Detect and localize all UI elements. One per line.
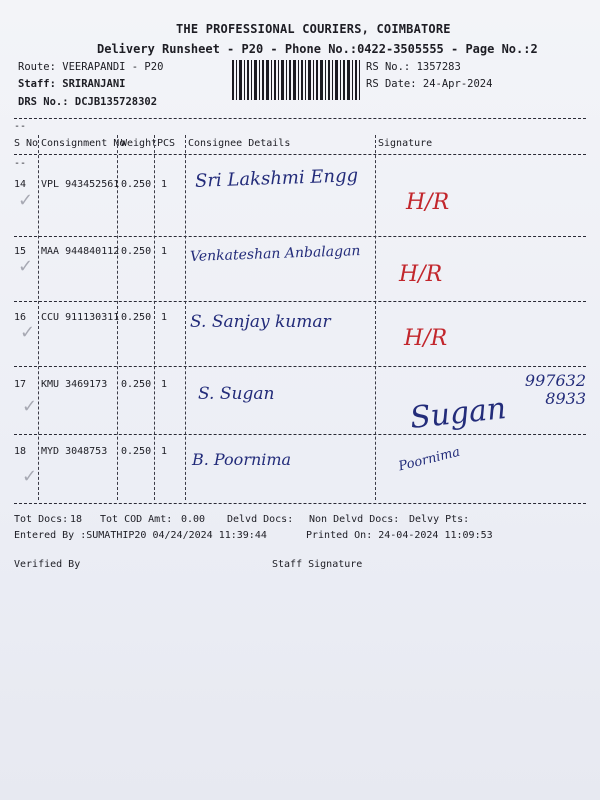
verified-by-label: Verified By bbox=[14, 559, 81, 570]
dash-mark: -- bbox=[14, 158, 27, 169]
row-weight: 0.250 bbox=[121, 179, 152, 190]
row-pcs: 1 bbox=[161, 446, 168, 457]
divider bbox=[14, 236, 586, 237]
column-separator bbox=[375, 135, 376, 500]
row-consignment: MAA 944840112 bbox=[41, 246, 120, 257]
delvd-docs-label: Delvd Docs: bbox=[227, 514, 294, 525]
staff-signature-label: Staff Signature bbox=[272, 559, 363, 570]
row-signature-handwritten: H/R bbox=[404, 326, 448, 351]
row-pcs: 1 bbox=[161, 312, 168, 323]
row-signature-handwritten: Poornima bbox=[397, 444, 462, 475]
tot-docs-label: Tot Docs: bbox=[14, 514, 69, 525]
runsheet-subtitle: Delivery Runsheet - P20 - Phone No.:0422-3505555 - Page No.:2 bbox=[97, 42, 538, 56]
col-header-sno: S No bbox=[14, 138, 39, 149]
column-separator bbox=[38, 135, 39, 500]
row-weight: 0.250 bbox=[121, 379, 152, 390]
divider bbox=[14, 301, 586, 302]
rs-number: RS No.: 1357283 bbox=[366, 61, 461, 73]
divider bbox=[14, 503, 586, 504]
pen-tick-mark: ✓ bbox=[18, 256, 34, 277]
row-consignee-handwritten: Sri Lakshmi Engg bbox=[194, 165, 359, 192]
divider bbox=[14, 434, 586, 435]
tot-docs-value: 18 bbox=[70, 514, 83, 525]
col-header-signature: Signature bbox=[378, 138, 433, 149]
route-label: Route: VEERAPANDI - P20 bbox=[18, 61, 164, 73]
col-header-pcs: PCS bbox=[157, 138, 176, 149]
row-sno: 16 bbox=[14, 312, 27, 323]
row-consignment: CCU 911130311 bbox=[41, 312, 120, 323]
non-delvd-docs-label: Non Delvd Docs: bbox=[309, 514, 400, 525]
entered-by: Entered By :SUMATHIP20 04/24/2024 11:39:44 bbox=[14, 530, 267, 541]
printed-on: Printed On: 24-04-2024 11:09:53 bbox=[306, 530, 493, 541]
row-sno: 15 bbox=[14, 246, 27, 257]
drs-number: DRS No.: DCJB135728302 bbox=[18, 96, 158, 108]
row-weight: 0.250 bbox=[121, 246, 152, 257]
col-header-consignment: Consignment No bbox=[41, 138, 126, 149]
column-separator bbox=[154, 135, 155, 500]
company-title: THE PROFESSIONAL COURIERS, COIMBATORE bbox=[176, 22, 451, 36]
row-weight: 0.250 bbox=[121, 446, 152, 457]
row-consignment: VPL 943452561 bbox=[41, 179, 120, 190]
divider bbox=[14, 366, 586, 367]
row-pcs: 1 bbox=[161, 246, 168, 257]
pen-tick-mark: ✓ bbox=[22, 466, 38, 487]
divider bbox=[14, 118, 586, 119]
row-sno: 17 bbox=[14, 379, 27, 390]
tot-cod-value: 0.00 bbox=[181, 514, 206, 525]
row-consignment: KMU 3469173 bbox=[41, 379, 108, 390]
barcode bbox=[232, 60, 360, 100]
row-consignee-handwritten: Venkateshan Anbalagan bbox=[189, 243, 361, 265]
row-signature-handwritten: Sugan bbox=[408, 391, 508, 436]
row-pcs: 1 bbox=[161, 379, 168, 390]
pen-tick-mark: ✓ bbox=[22, 396, 38, 417]
divider bbox=[14, 154, 586, 155]
rs-date: RS Date: 24-Apr-2024 bbox=[366, 78, 493, 90]
row-consignee-handwritten: B. Poornima bbox=[192, 450, 292, 469]
row-consignment: MYD 3048753 bbox=[41, 446, 108, 457]
row-consignee-handwritten: S. Sanjay kumar bbox=[190, 312, 331, 332]
delvy-pts-label: Delvy Pts: bbox=[409, 514, 470, 525]
row-consignee-handwritten: S. Sugan bbox=[198, 384, 275, 404]
pen-tick-mark: ✓ bbox=[18, 190, 34, 211]
column-separator bbox=[185, 135, 186, 500]
row-signature-handwritten: H/R bbox=[399, 262, 443, 287]
col-header-consignee: Consignee Details bbox=[188, 138, 291, 149]
row-sno: 14 bbox=[14, 179, 27, 190]
row-pcs: 1 bbox=[161, 179, 168, 190]
tot-cod-label: Tot COD Amt: bbox=[100, 514, 173, 525]
row-signature-handwritten: H/R bbox=[406, 190, 450, 215]
pen-tick-mark: ✓ bbox=[20, 322, 36, 343]
dash-mark: -- bbox=[14, 121, 27, 132]
row-weight: 0.250 bbox=[121, 312, 152, 323]
row-signature-phone-note: 997632 8933 bbox=[524, 371, 586, 408]
col-header-weight: Weight bbox=[121, 138, 158, 149]
staff-label: Staff: SRIRANJANI bbox=[18, 78, 126, 90]
row-sno: 18 bbox=[14, 446, 27, 457]
